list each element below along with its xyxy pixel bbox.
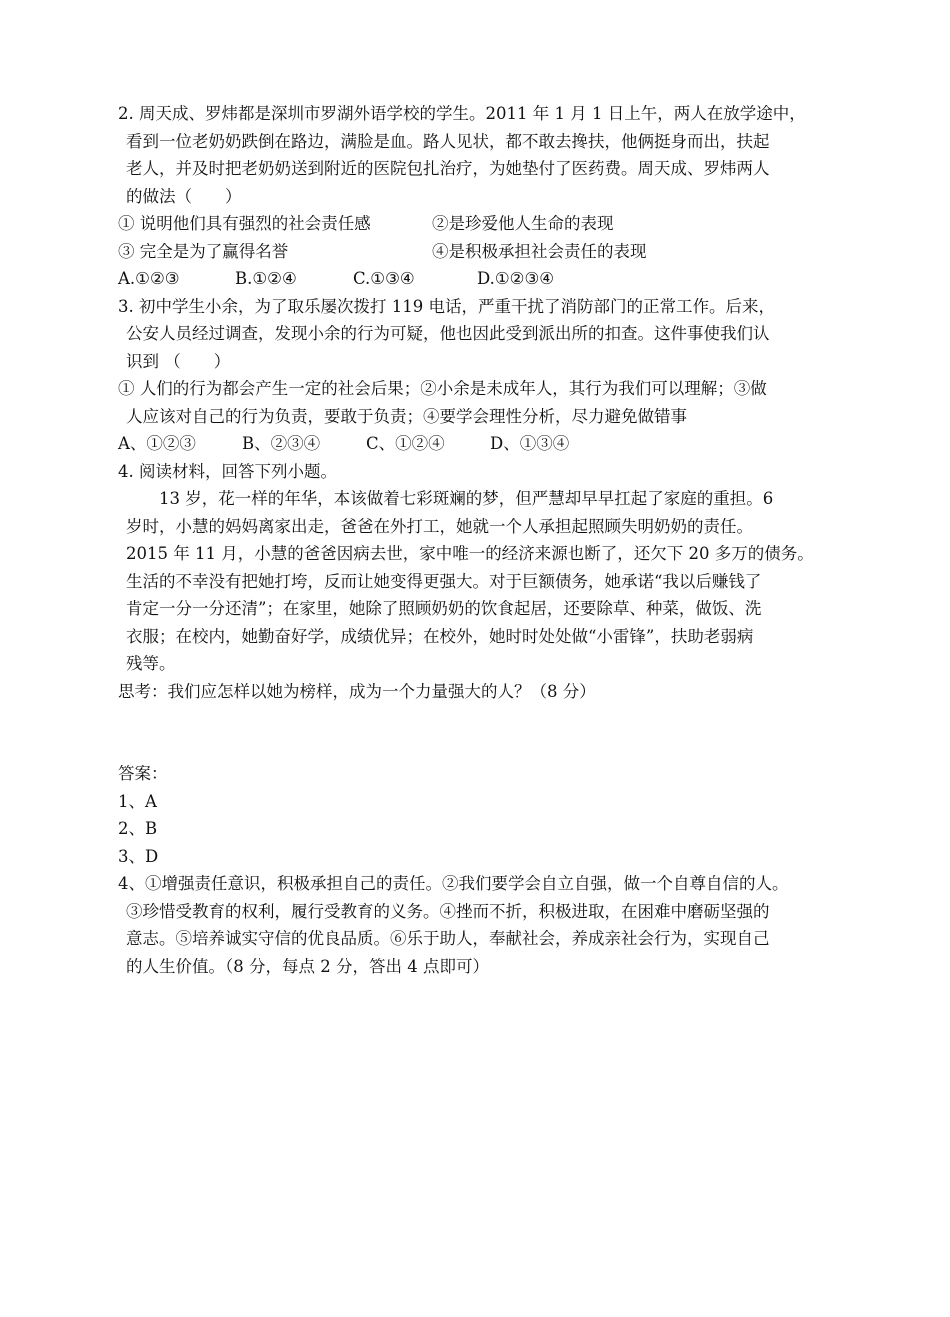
q4-material-line-4: 生活的不幸没有把她打垮，反而让她变得更强大。对于巨额债务，她承诺“我以后赚钱了 xyxy=(126,571,762,591)
q3-option-d: D、①③④ xyxy=(490,434,570,453)
q2-option-c: C.①③④ xyxy=(353,269,415,288)
q2-options xyxy=(118,265,858,293)
q3-option-a: A、①②③ xyxy=(118,434,196,453)
q2-option-b: B.①②④ xyxy=(235,269,297,288)
q4-material-line-6: 衣服；在校内，她勤奋好学，成绩优异；在校外，她时时处处做“小雷锋”，扶助老弱病 xyxy=(126,626,754,646)
q2-stem-line-1: 2. 周天成、罗炜都是深圳市罗湖外语学校的学生。2011 年 1 月 1 日上午，两人在放学途中， xyxy=(118,104,806,123)
spacer xyxy=(118,705,858,760)
q4-material-line-2: 岁时，小慧的妈妈离家出走，爸爸在外打工，她就一个人承担起照顾失明奶奶的责任。 xyxy=(126,516,753,536)
answer-4-line-2: ③珍惜受教育的权利，履行受教育的义务。④挫而不折，积极进取，在困难中磨砺坚强的 xyxy=(126,901,770,921)
q3-statement-line-2: 人应该对自己的行为负责，要敢于负责；④要学会理性分析，尽力避免做错事 xyxy=(126,406,687,426)
q4-material-line-3: 2015 年 11 月，小慧的爸爸因病去世，家中唯一的经济来源也断了，还欠下 20 多万的债务。 xyxy=(126,544,814,563)
q4-material-line-5: 肯定一分一分还清”；在家里，她除了照顾奶奶的饮食起居，还要除草、种菜，做饭、洗 xyxy=(126,599,762,618)
q3-option-c: C、①②④ xyxy=(366,434,445,453)
q2-statement-4: ④是积极承担社会责任的表现 xyxy=(432,241,647,261)
q2-option-a: A.①②③ xyxy=(118,269,180,288)
q2-statements-row-1 xyxy=(118,210,858,238)
q2-statements-row-2 xyxy=(118,238,858,266)
q3-stem-line-2: 公安人员经过调查，发现小余的行为可疑，他也因此受到派出所的扣查。这件事使我们认 xyxy=(126,324,770,343)
q3-stem-line-3: 识到 （ ） xyxy=(126,351,231,371)
document-page xyxy=(118,100,858,980)
answer-4-line-3: 意志。⑤培养诚实守信的优良品质。⑥乐于助人，奉献社会，养成亲社会行为，实现自己 xyxy=(126,929,770,948)
answer-3: 3、D xyxy=(118,846,159,866)
question-2 xyxy=(118,100,858,293)
answers-heading: 答案： xyxy=(118,764,168,783)
q3-stem-line-1: 3. 初中学生小余，为了取乐屡次拨打 119 电话，严重干扰了消防部门的正常工作。后来， xyxy=(118,296,775,316)
q4-question: 思考：我们应怎样以她为榜样，成为一个力量强大的人？（8 分） xyxy=(118,681,596,701)
q2-statement-3: ③ 完全是为了赢得名誉 xyxy=(118,241,289,261)
q2-statement-2: ②是珍爱他人生命的表现 xyxy=(432,214,614,233)
q3-option-b: B、②③④ xyxy=(242,434,321,453)
answer-4-line-4: 的人生价值。（8 分，每点 2 分，答出 4 点即可） xyxy=(126,956,489,976)
q3-statement-line-1: ① 人们的行为都会产生一定的社会后果；②小余是未成年人，其行为我们可以理解；③做 xyxy=(118,379,767,398)
answer-2: 2、B xyxy=(118,819,158,838)
q2-stem-line-4: 的做法（ ） xyxy=(126,186,242,206)
q4-material-line-1: 13 岁，花一样的年华，本该做着七彩斑斓的梦，但严慧却早早扛起了家庭的重担。6 xyxy=(126,489,774,508)
q2-stem-line-2: 看到一位老奶奶跌倒在路边，满脸是血。路人见状，都不敢去搀扶，他俩挺身而出，扶起 xyxy=(126,131,770,151)
q2-stem-line-3: 老人，并及时把老奶奶送到附近的医院包扎治疗，为她垫付了医药费。周天成、罗炜两人 xyxy=(126,159,770,178)
q4-title: 4. 阅读材料，回答下列小题。 xyxy=(118,461,337,481)
q2-statement-1: ① 说明他们具有强烈的社会责任感 xyxy=(118,214,371,233)
q3-options xyxy=(118,430,858,458)
answers-section xyxy=(118,760,858,980)
question-4 xyxy=(118,458,858,706)
answer-4-line-1: 4、①增强责任意识，积极承担自己的责任。②我们要学会自立自强，做一个自尊自信的人。 xyxy=(118,874,789,893)
q4-material-line-7: 残等。 xyxy=(126,654,176,673)
q2-option-d: D.①②③④ xyxy=(477,269,555,288)
question-3 xyxy=(118,293,858,458)
answer-1: 1、A xyxy=(118,791,157,811)
